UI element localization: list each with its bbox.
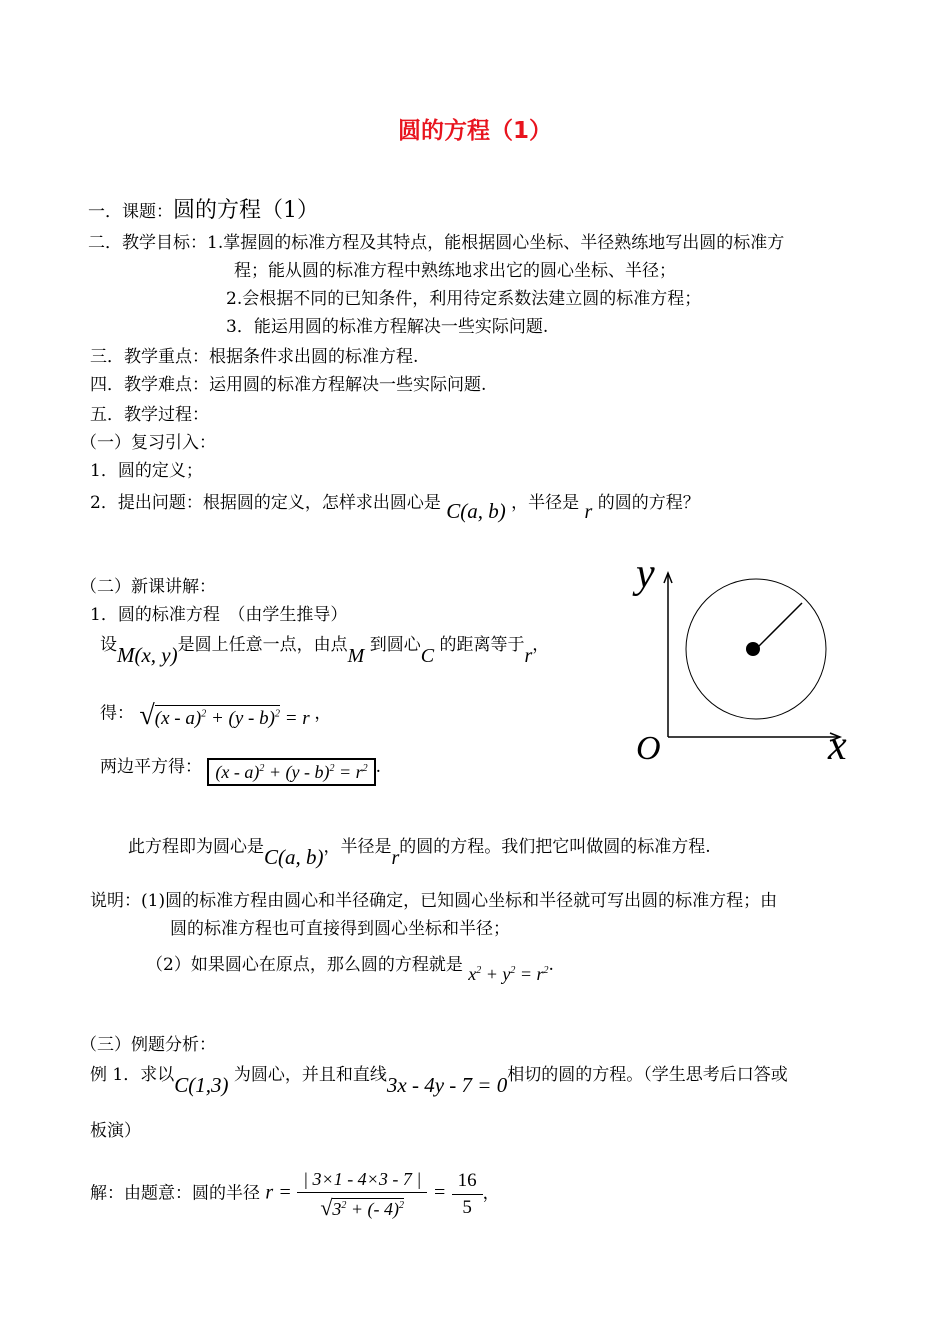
definition-line: 此方程即为圆心是C(a, b)，半径是r的圆的方程。我们把它叫做圆的标准方程.: [128, 837, 711, 869]
math-radius-r: r: [584, 501, 593, 523]
note-1a: 说明：(1)圆的标准方程由圆心和半径确定，已知圆心坐标和半径就可写出圆的标准方程；由: [90, 891, 778, 911]
new-lesson-item-1: 1．圆的标准方程 （由学生推导）: [90, 605, 348, 625]
review-heading: （一）复习引入：: [80, 433, 216, 453]
review-item-2: 2．提出问题：根据圆的定义，怎样求出圆心是 C(a, b) ，半径是 r 的圆的方程？: [90, 493, 700, 523]
goal-1b: 程；能从圆的标准方程中熟练地求出它的圆心坐标、半径；: [234, 261, 676, 281]
new-lesson-heading: （二）新课讲解：: [80, 577, 216, 597]
note-1b: 圆的标准方程也可直接得到圆心坐标和半径；: [170, 919, 510, 939]
result-fraction: $\frac{16}{5}$: [452, 1170, 483, 1219]
examples-heading: （三）例题分析：: [80, 1035, 216, 1055]
example-1: 例 1．求以C(1,3) 为圆心，并且和直线3x - 4y - 7 = 0相切的圆的方程。（学生思考后口答或: [90, 1065, 788, 1097]
distance-formula: √(x - a)$^2$ + (y - b)$^2$ = r: [139, 700, 315, 732]
radius-line: [756, 603, 802, 649]
y-axis-label: y: [636, 555, 655, 597]
goals-line-1: [88, 232, 784, 254]
x-axis-label: x: [828, 723, 847, 769]
review-item-1: 1．圆的定义；: [90, 461, 203, 481]
process: 五．教学过程：: [90, 405, 209, 425]
example-1-cont: 板演）: [90, 1121, 141, 1141]
key-point: 三．教学重点：根据条件求出圆的标准方程.: [90, 347, 419, 367]
solution-line: 解：由题意：圆的半径 r = $\frac{| 3\times 1 - 4\times 3 - 7 |}{√3^2 + (- 4)^2}$ = $\frac{16}{5}$ ，: [90, 1169, 500, 1220]
page-title: 圆的方程（1）: [397, 118, 552, 144]
note-2: （2）如果圆心在原点，那么圆的方程就是 $x^2 + y^2 = r^2$.: [146, 955, 554, 984]
math-center-c: C(a, b): [446, 499, 506, 523]
set-line: 设M(x, y)是圆上任意一点，由点M 到圆心C 的距离等于r，: [100, 635, 550, 667]
math-point-m: M(x, y): [117, 643, 178, 667]
radius-fraction: $\frac{| 3\times 1 - 4\times 3 - 7 |}{√3^2 + (- 4)^2}$: [297, 1168, 427, 1220]
center-point: [746, 642, 760, 656]
standard-equation-box: $(x - a)^2 + (y - b)^2 = r^2$: [207, 758, 375, 786]
goal-1a: 1.掌握圆的标准方程及其特点，能根据圆心坐标、半径熟练地写出圆的标准方: [207, 233, 785, 253]
square-line: 两边平方得： $(x - a)^2 + (y - b)^2 = r^2$ .: [100, 752, 381, 778]
circle-diagram: [630, 555, 870, 775]
goals-label: 二．教学目标：: [88, 233, 207, 253]
topic-prefix: 一．课题：: [88, 202, 173, 222]
goal-2: 2.会根据不同的已知条件，利用待定系数法建立圆的标准方程；: [226, 289, 702, 309]
distance-line: 得： √(x - a)$^2$ + (y - b)$^2$ = r ，: [100, 700, 332, 732]
goal-3: 3．能运用圆的标准方程解决一些实际问题.: [226, 317, 549, 337]
topic-name: 圆的方程（1）: [173, 198, 319, 223]
origin-equation: $x^2 + y^2 = r^2$: [468, 964, 549, 984]
topic-line: [88, 200, 319, 223]
origin-label: O: [636, 730, 661, 767]
difficulty: 四．教学难点：运用圆的标准方程解决一些实际问题.: [90, 375, 487, 395]
